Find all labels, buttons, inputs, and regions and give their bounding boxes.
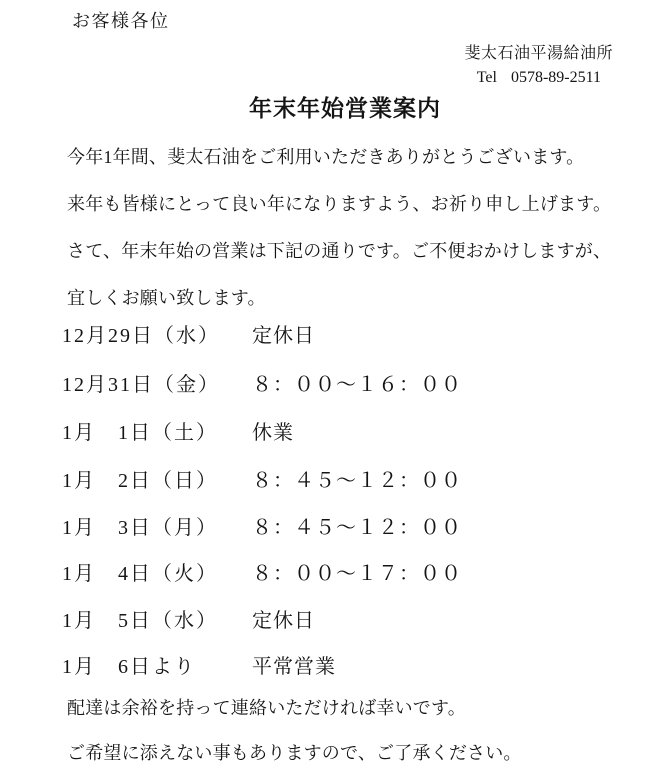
schedule-value: 休業: [252, 422, 294, 444]
paragraph: さて、年末年始の営業は下記の通りです。ご不便おかけしますが、: [67, 241, 612, 261]
schedule-row: [62, 416, 294, 445]
schedule-value: ８：００～１６：００: [252, 374, 462, 396]
schedule-value: ８：４５～１２：００: [252, 470, 462, 492]
schedule-value: ８：４５～１２：００: [252, 517, 462, 539]
schedule-date: 1月 3日（月）: [62, 517, 218, 539]
salutation: お客様各位: [72, 11, 170, 31]
schedule-value: 定休日: [252, 610, 315, 632]
schedule-row: [62, 650, 336, 679]
sender-block: [464, 40, 613, 87]
schedule-value: 平常営業: [252, 656, 336, 678]
phone-line: [464, 69, 613, 87]
closing-paragraph: 配達は余裕を持って連絡いただければ幸いです。: [67, 698, 466, 718]
document-title: 年末年始営業案内: [249, 96, 441, 121]
schedule-date: 1月 5日（水）: [62, 610, 218, 632]
closing-paragraph: ご希望に添えない事もありますので、ご了承ください。: [67, 743, 522, 763]
schedule-row: [62, 557, 462, 586]
schedule-date: 12月31日（金）: [62, 374, 220, 396]
tel-label: Tel: [476, 69, 497, 86]
paragraph: 来年も皆様にとって良い年になりますよう、お祈り申し上げます。: [67, 194, 612, 214]
schedule-date: 1月 6日より: [62, 656, 196, 678]
schedule-date: 1月 1日（土）: [62, 422, 218, 444]
schedule-row: [62, 604, 315, 633]
schedule-row: [62, 511, 462, 540]
schedule-value: 定休日: [252, 325, 315, 347]
paragraph: 宜しくお願い致します。: [67, 288, 266, 308]
phone-number: 0578-89-2511: [510, 69, 601, 86]
schedule-value: ８：００～１７：００: [252, 563, 462, 585]
schedule-date: 12月29日（水）: [62, 325, 220, 347]
schedule-row: [62, 319, 315, 348]
company-name: 斐太石油平湯給油所: [464, 45, 613, 62]
schedule-row: [62, 464, 462, 493]
schedule-date: 1月 2日（日）: [62, 470, 218, 492]
paragraph: 今年1年間、斐太石油をご利用いただきありがとうございます。: [67, 147, 585, 167]
schedule-date: 1月 4日（火）: [62, 563, 218, 585]
schedule-row: [62, 368, 462, 397]
